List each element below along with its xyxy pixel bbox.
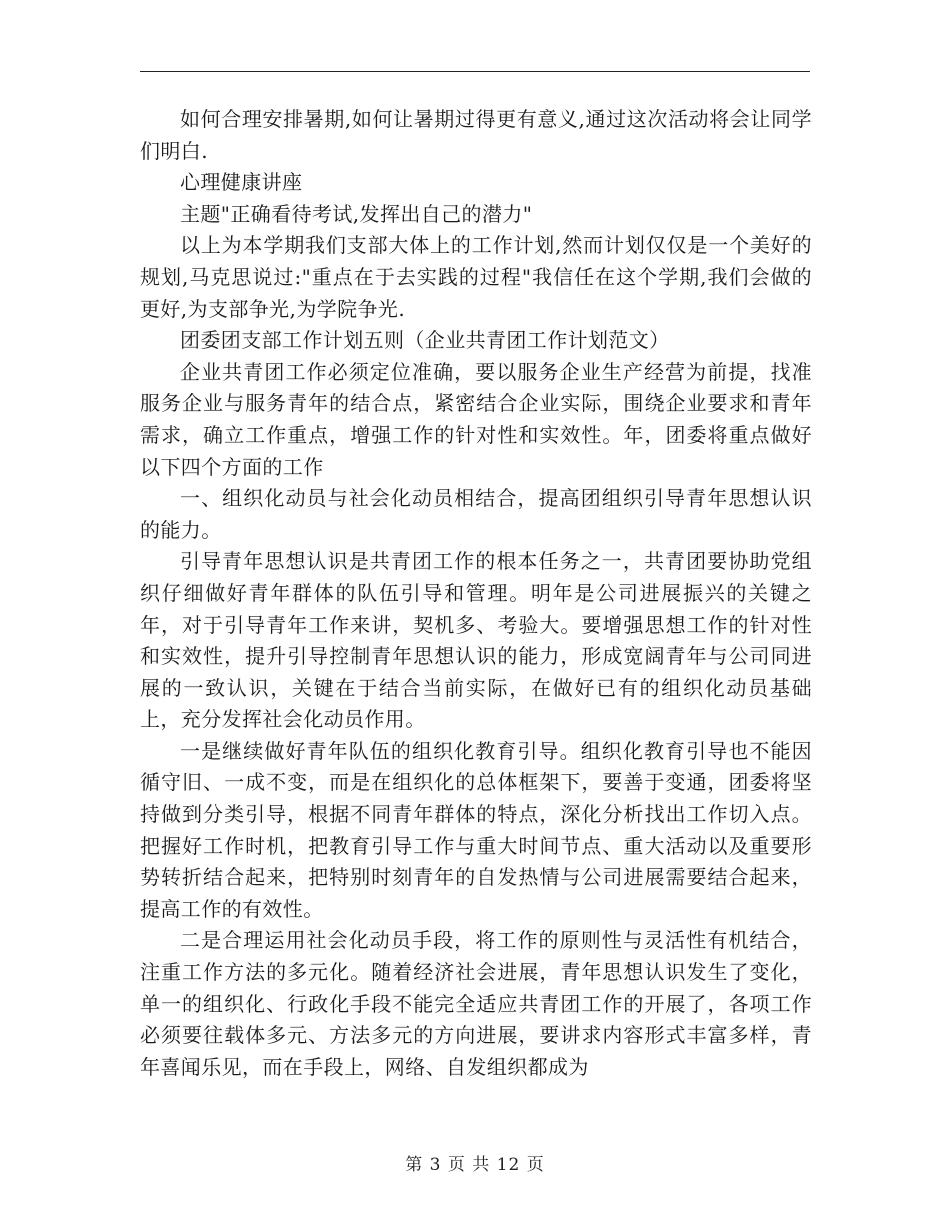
section-heading: 团委团支部工作计划五则（企业共青团工作计划范文） [180, 328, 670, 353]
paragraph-summer-plan: 如何合理安排暑期,如何让暑期过得更有意义,通过这次活动将会让同学们明白. [140, 107, 812, 163]
paragraph-guidance: 引导青年思想认识是共青团工作的根本任务之一，共青团要协助党组织仔细做好青年群体的队伍引导和管理。明年是公司进展振兴的关键之年，对于引导青年工作来讲，契机多、考验大。要增强思想工作的针对性和实效性，提升引导控制青年思想认识的能力，形成宽阔青年与公司同进展的一致认识，关键在于结合当前实际，在做好已有的组织化动员基础上，充分发挥社会化动员作用。 [140, 549, 812, 732]
paragraph-first-item: 一是继续做好青年队伍的组织化教育引导。组织化教育引导也不能因循守旧、一成不变，而是在组织化的总体框架下，要善于变通，团委将坚持做到分类引导，根据不同青年群体的特点，深化分析找出工作切入点。把握好工作时机，把教育引导工作与重大时间节点、重大活动以及重要形势转折结合起来，把特别时刻青年的自发热情与公司进展需要结合起来，提高工作的有效性。 [140, 738, 812, 921]
paragraph-semester-summary: 以上为本学期我们支部大体上的工作计划,然而计划仅仅是一个美好的规划,马克思说过:"重点在于去实践的过程"我信任在这个学期,我们会做的更好,为支部争光,为学院争光. [140, 233, 812, 321]
body-text [140, 104, 812, 1083]
paragraph-intro: 企业共青团工作必须定位准确，要以服务企业生产经营为前提，找准服务企业与服务青年的结合点，紧密结合企业实际，围绕企业要求和青年需求，确立工作重点，增强工作的针对性和实效性。年，团委将重点做好以下四个方面的工作 [140, 359, 812, 479]
page-number-footer: 第 3 页 共 12 页 [405, 1155, 545, 1175]
paragraph-mental-health-lecture: 心理健康讲座 [180, 170, 303, 195]
paragraph-second-item: 二是合理运用社会化动员手段，将工作的原则性与灵活性有机结合，注重工作方法的多元化。随着经济社会进展，青年思想认识发生了变化，单一的组织化、行政化手段不能完全适应共青团工作的开展了，各项工作必须要往载体多元、方法多元的方向进展，要讲求内容形式丰富多样，青年喜闻乐见，而在手段上，网络、自发组织都成为 [140, 928, 812, 1079]
header-rule [140, 71, 810, 72]
paragraph-point-one: 一、组织化动员与社会化动员相结合，提高团组织引导青年思想认识的能力。 [140, 486, 812, 542]
paragraph-lecture-theme: 主题"正确看待考试,发挥出自己的潜力" [180, 201, 533, 226]
